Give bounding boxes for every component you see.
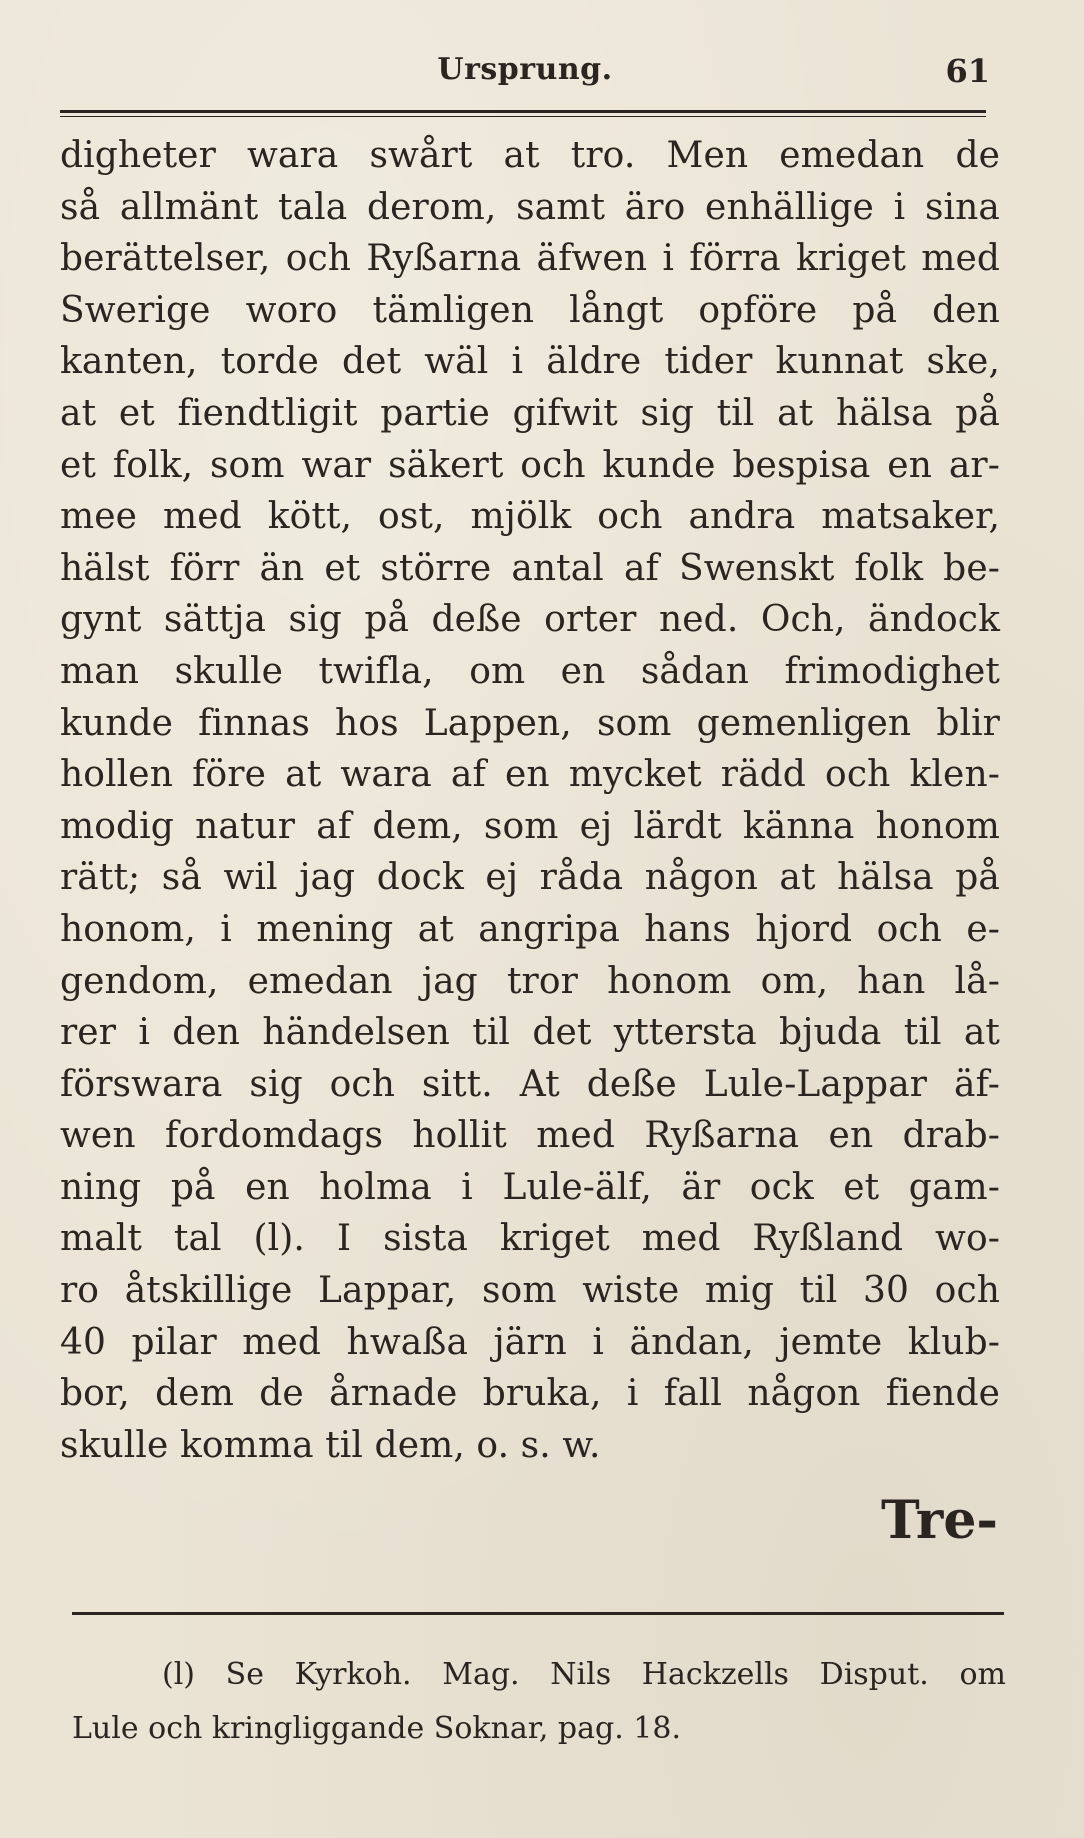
- text-line: förswara sig och sitt. At deße Lule-Lappar äf-: [60, 1063, 1000, 1105]
- text-line: gynt sättja sig på deße orter ned. Och, ändock: [60, 599, 1000, 641]
- text-line: et folk, som war säkert och kunde bespisa en ar-: [60, 444, 1000, 486]
- text-line: ro åtskillige Lappar, som wiste mig til 30 och: [60, 1270, 1000, 1312]
- text-line: mee med kött, ost, mjölk och andra matsaker,: [60, 496, 1000, 538]
- text-line: digheter wara swårt at tro. Men emedan de: [60, 135, 1000, 176]
- footnote-line: (l) Se Kyrkoh. Mag. Nils Hackzells Disput. om: [162, 1657, 1006, 1692]
- text-line: bor, dem de årnade bruka, i fall någon fiende: [60, 1373, 1000, 1415]
- body-text: [60, 130, 1000, 1471]
- footnote-line: Lule och kringliggande Soknar, pag. 18.: [72, 1711, 681, 1746]
- running-title: Ursprung.: [437, 52, 613, 87]
- text-line: modig natur af dem, som ej lärdt känna honom: [60, 805, 1000, 847]
- text-line: kanten, torde det wäl i äldre tider kunnat ske,: [60, 341, 1000, 383]
- footnote: [72, 1648, 1006, 1756]
- text-line: rer i den händelsen til det yttersta bjuda til at: [60, 1012, 1000, 1054]
- catchword: Tre-: [881, 1490, 998, 1551]
- page-number: 61: [945, 52, 990, 90]
- text-line: så allmänt tala derom, samt äro enhällige i sina: [60, 186, 1000, 228]
- running-head: [60, 52, 990, 102]
- text-line: honom, i mening at angripa hans hjord och e-: [60, 908, 1000, 950]
- text-line: hollen före at wara af en mycket rädd och klen-: [60, 754, 1000, 796]
- text-line: hälst förr än et större antal af Swenskt folk be-: [60, 547, 1000, 589]
- footnote-rule: [72, 1612, 1004, 1615]
- text-line: ning på en holma i Lule-älf, är ock et gam-: [60, 1166, 1000, 1208]
- text-line: Swerige woro tämligen långt opföre på den: [60, 289, 1000, 331]
- text-line: man skulle twifla, om en sådan frimodighet: [60, 650, 1000, 692]
- text-line: 40 pilar med hwaßa järn i ändan, jemte klub-: [60, 1321, 1000, 1363]
- text-line: malt tal (l). I sista kriget med Ryßland wo-: [60, 1218, 1000, 1260]
- text-line: rätt; så wil jag dock ej råda någon at hälsa på: [60, 857, 1000, 899]
- header-rule-thin: [60, 116, 986, 117]
- text-line: skulle komma til dem, o. s. w.: [60, 1424, 601, 1466]
- header-rule: [60, 110, 986, 113]
- text-line: kunde finnas hos Lappen, som gemenligen blir: [60, 702, 1000, 744]
- text-line: wen fordomdags hollit med Ryßarna en drab-: [60, 1115, 1000, 1157]
- text-line: berättelser, och Ryßarna äfwen i förra kriget med: [60, 238, 1000, 280]
- text-line: at et fiendtligit partie gifwit sig til at hälsa på: [60, 392, 1000, 434]
- text-line: gendom, emedan jag tror honom om, han lå-: [60, 960, 1000, 1002]
